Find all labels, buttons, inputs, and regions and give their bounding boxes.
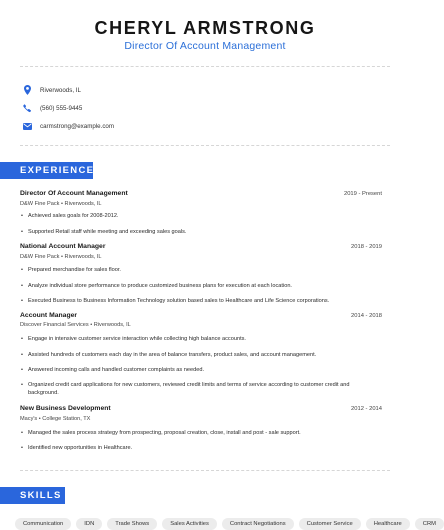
job-bullet: • Assisted hundreds of customers each day in the area of balance transfers, product sales, and account management. — [21, 352, 317, 358]
section-experience-heading: EXPERIENCE — [0, 162, 93, 179]
candidate-name: CHERYL ARMSTRONG — [94, 18, 316, 38]
job-bullet: • Engage in intensive customer service interaction while collecting high balance accounts. — [21, 336, 246, 342]
phone-text: (560) 555-9445 — [40, 104, 83, 112]
contact-email — [22, 120, 114, 132]
skill-tag: Communication — [15, 518, 71, 530]
job-bullet: • Executed Business to Business Information Technology solution based sales to Healthcare and Life Science corporations. — [21, 298, 330, 304]
mail-icon — [22, 120, 32, 132]
divider — [20, 470, 390, 471]
skill-tag: Sales Activities — [162, 518, 217, 530]
job-company: D&W Fine Pack • Riverwoods, IL — [20, 254, 102, 260]
job-bullet: • Analyze individual store performance to produce customized business plans for execution at each location. — [21, 283, 292, 289]
skill-tag: Customer Service — [299, 518, 361, 530]
section-skills-heading: SKILLS — [0, 487, 65, 504]
job-title: New Business Development — [20, 405, 111, 412]
job-title: Account Manager — [20, 312, 78, 319]
skill-tag: CRM — [415, 518, 444, 530]
job-bullet: • Prepared merchandise for sales floor. — [21, 267, 121, 273]
job-dates: 2012 - 2014 — [351, 406, 382, 412]
location-text: Riverwoods, IL — [40, 86, 81, 94]
skill-tag: Healthcare — [366, 518, 410, 530]
job-title: Director Of Account Management — [20, 190, 128, 197]
location-pin-icon — [22, 84, 32, 96]
job-bullet: • Achieved sales goals for 2008-2012. — [21, 213, 119, 219]
contact-phone — [22, 102, 82, 114]
phone-icon — [22, 102, 32, 114]
job-company: Discover Financial Services • Riverwoods, IL — [20, 322, 131, 328]
candidate-title: Director Of Account Management — [124, 40, 286, 52]
skill-tag: Contract Negotiations — [222, 518, 294, 530]
job-dates: 2019 - Present — [343, 191, 382, 197]
email-text: carmstrong@example.com — [40, 122, 115, 130]
divider — [20, 66, 390, 67]
divider — [20, 145, 390, 146]
contact-location — [22, 84, 81, 96]
skill-tag: IDN — [76, 518, 102, 530]
job-dates: 2018 - 2019 — [351, 244, 382, 250]
job-bullet: • Identified new opportunities in Healthcare. — [21, 445, 133, 451]
job-title: National Account Manager — [20, 243, 106, 250]
job-bullet: • Supported Retail staff while meeting and exceeding sales goals. — [21, 229, 187, 235]
skill-tag: Trade Shows — [107, 518, 157, 530]
job-company: Macy's • College Station, TX — [20, 416, 91, 422]
job-bullet: • Organized credit card applications for new customers, reviewed credit limits and terms of service according to customer credit and background. — [21, 382, 350, 396]
skills-list — [15, 518, 444, 530]
job-bullet: • Managed the sales process strategy from prospecting, proposal creation, close, install and post - sale support. — [21, 430, 301, 436]
job-company: D&W Fine Pack • Riverwoods, IL — [20, 201, 102, 207]
job-bullet: • Answered incoming calls and handled customer complaints as needed. — [21, 367, 204, 373]
job-dates: 2014 - 2018 — [351, 313, 382, 319]
